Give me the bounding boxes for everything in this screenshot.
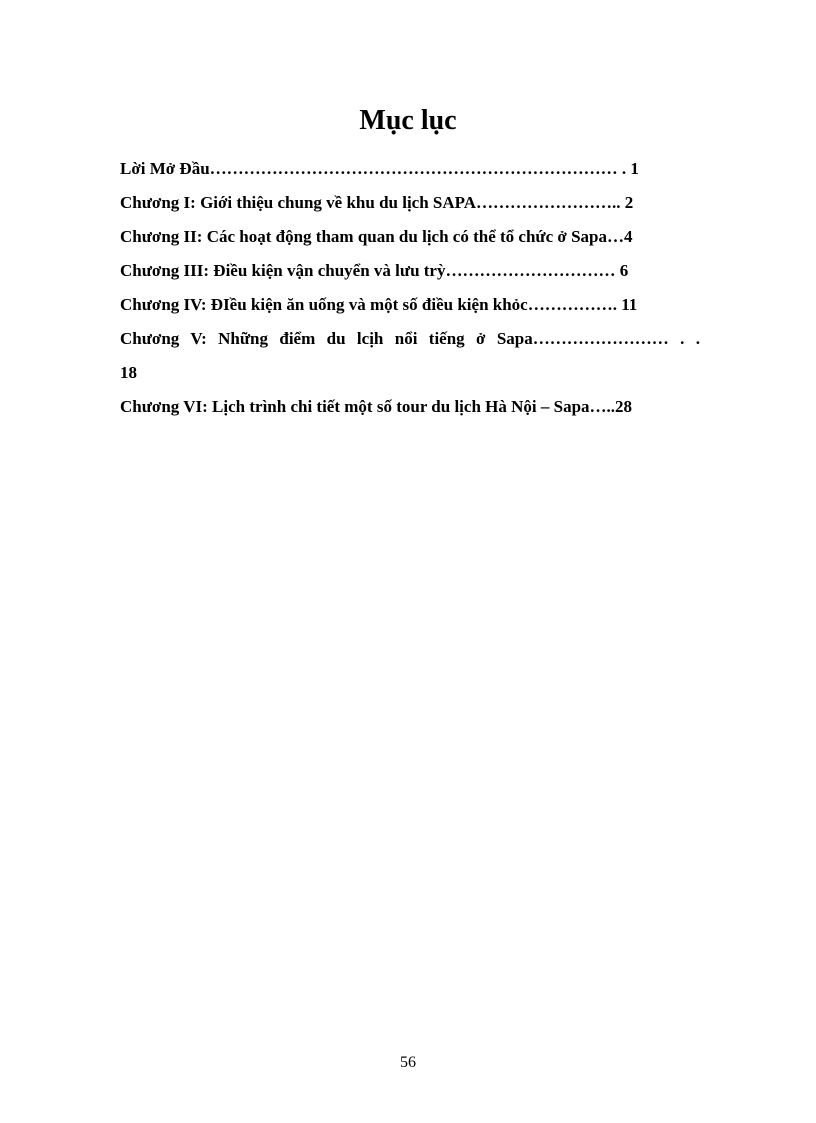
table-of-contents (120, 152, 700, 424)
page-title: Mục lục (359, 105, 457, 136)
toc-entry-chuong-6[interactable]: Chương VI: Lịch trình chi tiết một số tour du lịch Hà Nội – Sapa…..28 (120, 397, 633, 416)
page-number: 56 (400, 1054, 416, 1071)
toc-entry-chuong-3[interactable]: Chương III: Điều kiện vận chuyển và lưu trỳ………………………… 6 (120, 261, 629, 280)
toc-entry-chuong-5[interactable] (120, 322, 700, 390)
toc-entry-chuong-1[interactable]: Chương I: Giới thiệu chung về khu du lịch SAPA…………………….. 2 (120, 193, 634, 212)
toc-entry-chuong-5-page: 18 (120, 363, 137, 382)
toc-entry-chuong-5-text: Chương V: Những điểm du lcịh nổi tiếng ở Sapa…………………… . . (120, 329, 700, 348)
toc-entry-loi-mo-dau[interactable]: Lời Mở Đầu……………………………………………………………… . 1 (120, 159, 639, 178)
toc-entry-chuong-2[interactable]: Chương II: Các hoạt động tham quan du lịch có thể tổ chức ở Sapa…4 (120, 227, 633, 246)
toc-entry-chuong-4[interactable]: Chương IV: ĐIều kiện ăn uống và một số điều kiện khỏc……………. 11 (120, 295, 638, 314)
